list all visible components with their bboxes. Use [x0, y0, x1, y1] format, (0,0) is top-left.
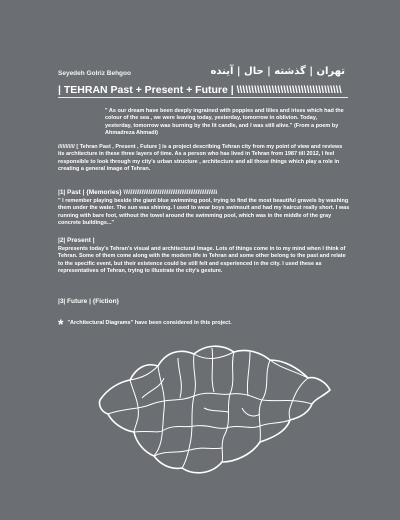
city-outline — [99, 346, 330, 473]
district-boundary — [130, 380, 138, 432]
intro-paragraph: /////////// [ Tehran Past , Present , Future ] is a project describing Tehran city from my point of view and reviews its architecture in these three layers of time. As a person who has lived in Tehran from 1987 till 2012, I feel responsible to look through my city's urban structure , architecture and all those things which play a role in creating a general image of Tehran. — [58, 144, 343, 173]
poem-quote: " As our dream have been deeply ingrained with poppies and lilies and irises which had the colour of the sea , we were leaving today, yesterday, tomorrow in oblivion. Today, yesterday, tomorrow was burning by the lit candle, and I was still alive." (From a poem by Ahmadreza Ahmadi) — [105, 108, 344, 136]
author-name: Seyedeh Golriz Behgoo — [58, 70, 131, 77]
district-boundary — [142, 378, 260, 416]
footnote — [58, 316, 350, 332]
asterisk-mark: * — [58, 316, 64, 332]
tehran-districts-map — [94, 338, 334, 478]
district-boundary — [222, 352, 234, 462]
section-future-heading: |3| Future | {Fiction} — [58, 298, 120, 305]
district-boundary — [259, 360, 270, 442]
section-present-body: Represents today's Tehran's visual and architectural image. Lots of things come in to my mind when I think of Tehran. Some of them come along with the modern life in Tehran and some other belong to the past and relate to the specific event, but their existence could be still felt and experienced in the city. I used these as representatives of Tehran, trying to illustrate the city's gesture. — [58, 246, 346, 275]
section-past-body: " I remember playing beside the giant blue swimming pool, trying to find the most beautiful gravels by washing them under the water. The sun was shining. I used to wear boys swimsuit and had my haircut really short. I was running with bare foot, without the towel around the swimming pool, which was in the middle of the gray concrete buildings..." — [58, 198, 350, 227]
footnote-text: "Architectural Diagrams" have been considered in this project. — [67, 320, 232, 326]
page-title: | TEHRAN Past + Present + Future | \\\\\\\\\\\\\\\\\\\\\\\\\\\\\\\\\\\\ — [58, 84, 342, 96]
section-past-heading: |1| Past | {Memories} \\\\\\\\\\\\\\\\\\\\\\\\\\\\\\\\\\\\\\\\\\\\\\\\\\\\ — [58, 189, 218, 196]
district-boundary — [178, 348, 250, 398]
section-present-heading: |2| Present | — [58, 237, 95, 244]
district-boundary — [134, 420, 290, 432]
persian-title: تهران | گذشته | حال | آینده — [210, 66, 345, 77]
title-divider — [58, 97, 348, 98]
